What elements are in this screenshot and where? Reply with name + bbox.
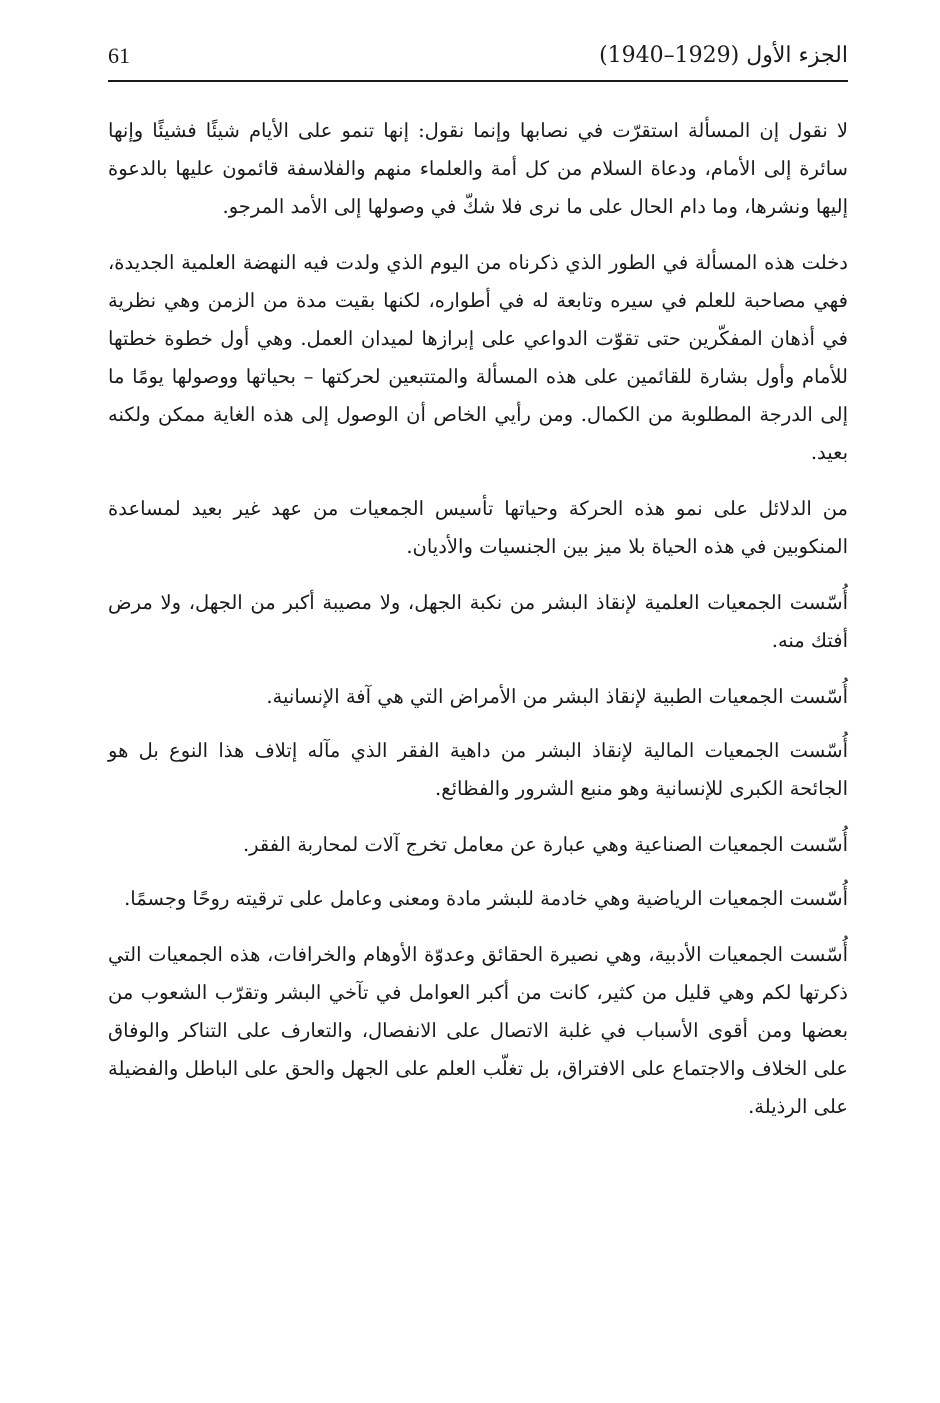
paragraph: من الدلائل على نمو هذه الحركة وحياتها تأسيس الجمعيات من عهد غير بعيد لمساعدة المنكوبين في هذه الحياة بلا ميز بين الجنسيات والأديان. xyxy=(108,497,848,558)
paragraph: دخلت هذه المسألة في الطور الذي ذكرناه من اليوم الذي ولدت فيه النهضة العلمية الجديدة، فهي مصاحبة للعلم في سيره وتابعة له في أطواره، لكنها بقيت مدة من الزمن وهي نظرية في أذهان المفكّرين حتى تقوّت الدواعي على إبرازها لميدان العمل. وهي أول خطوة خطتها للأمام وأول بشارة للقائمين على هذه المسألة والمتتبعين لحركتها – بحياتها ووصولها يومًا ما إلى الدرجة المطلوبة من الكمال. ومن رأيي الخاص أن الوصول إلى هذه الغاية ممكن ولكنه بعيد. xyxy=(108,251,848,464)
body-text xyxy=(108,112,848,1144)
paragraph: لا نقول إن المسألة استقرّت في نصابها وإنما نقول: إنها تنمو على الأيام شيئًا فشيئًا وإنها سائرة إلى الأمام، ودعاة السلام من كل أمة والعلماء منهم والفلاسفة قائمون عليها بالدعوة إليها ونشرها، وما دام الحال على ما نرى فلا شكّ في وصولها إلى الأمد المرجو. xyxy=(108,119,848,218)
paragraph: أُسّست الجمعيات الصناعية وهي عبارة عن معامل تخرج آلات لمحاربة الفقر. xyxy=(242,833,848,856)
paragraph: أُسّست الجمعيات الطبية لإنقاذ البشر من الأمراض التي هي آفة الإنسانية. xyxy=(266,685,848,708)
page-number: 61 xyxy=(108,43,130,68)
paragraph: أُسّست الجمعيات الأدبية، وهي نصيرة الحقائق وعدوّة الأوهام والخرافات، هذه الجمعيات التي ذكرتها لكم وهي قليل من كثير، كانت من أكبر العوامل في تآخي البشر وتقرّب الشعوب من بعضها ومن أقوى الأسباب في غلبة الاتصال على الانفصال، والتعارف على التناكر والوفاق على الخلاف والاجتماع على الافتراق، بل تغلّب العلم على الجهل والحق على الباطل والفضيلة على الرذيلة. xyxy=(108,943,848,1118)
header-rule xyxy=(108,80,848,82)
paragraph: أُسّست الجمعيات الرياضية وهي خادمة للبشر مادة ومعنى وعامل على ترقيته روحًا وجسمًا. xyxy=(124,887,848,910)
page-header xyxy=(108,36,848,76)
paragraph: أُسّست الجمعيات العلمية لإنقاذ البشر من نكبة الجهل، ولا مصيبة أكبر من الجهل، ولا مرض أفتك منه. xyxy=(108,591,848,652)
running-head: الجزء الأول (1929–1940) xyxy=(599,43,848,68)
paragraph: أُسّست الجمعيات المالية لإنقاذ البشر من داهية الفقر الذي مآله إتلاف هذا النوع بل هو الجائحة الكبرى للإنسانية وهو منبع الشرور والفظائع. xyxy=(108,739,848,800)
